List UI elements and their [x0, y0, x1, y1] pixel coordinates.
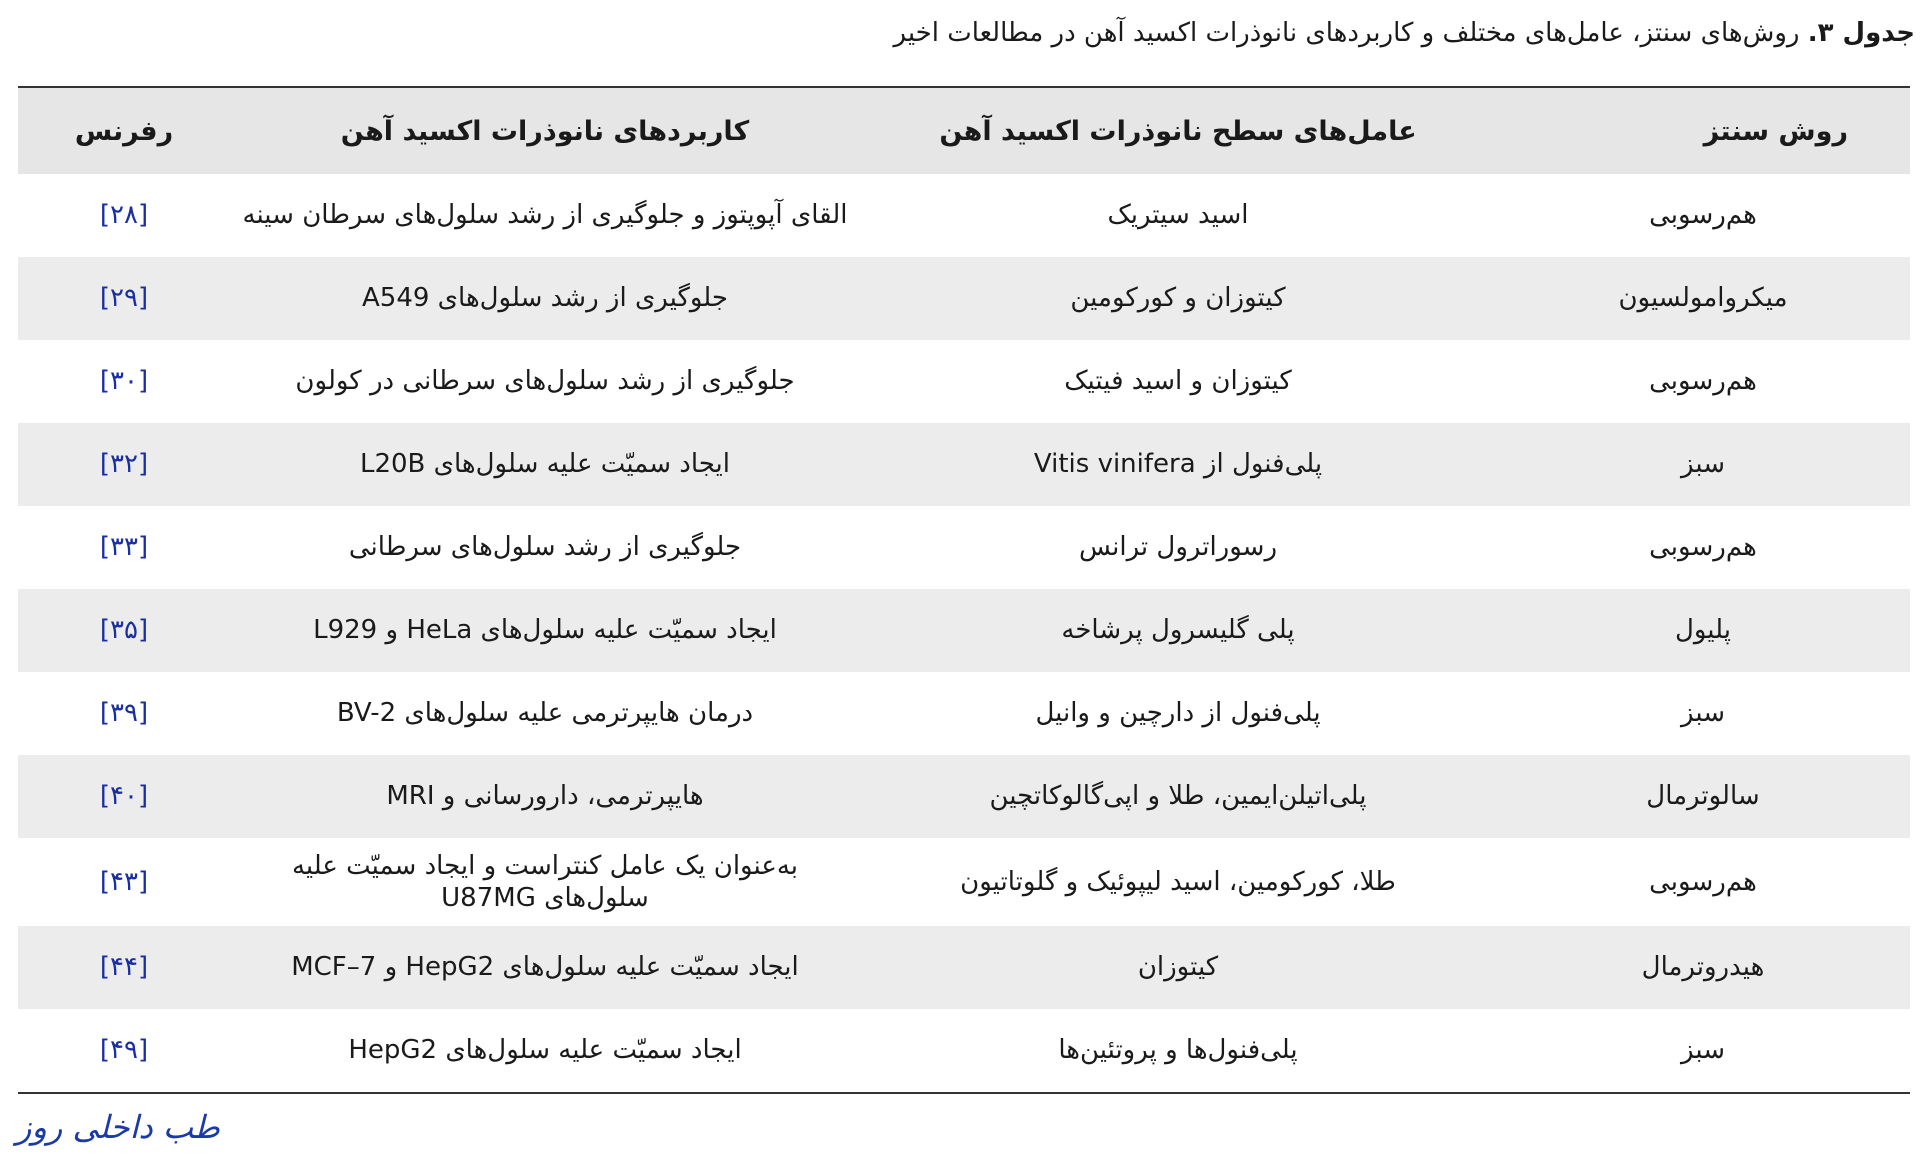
cell-agents: اسید سیتریک [1107, 200, 1249, 231]
cell-method: هیدروترمال [1496, 926, 1910, 1009]
table-row [18, 340, 1910, 423]
cell-application: ایجاد سمیّت علیه سلول‌های HeLa و L929 [230, 589, 860, 672]
cell-method: میکروامولسیون [1496, 257, 1910, 340]
table-row [18, 926, 1910, 1009]
cell-reference-link[interactable] [18, 755, 230, 838]
reference-text[interactable]: [۳۲] [99, 449, 149, 480]
cell-method: پلیول [1496, 589, 1910, 672]
table-caption [893, 18, 1915, 48]
cell-agents: رسوراترول ترانس [1078, 532, 1278, 563]
cell-reference-link[interactable] [18, 589, 230, 672]
synthesis-table [18, 86, 1910, 1094]
cell-application: هایپرترمی، دارورسانی و MRI [230, 755, 860, 838]
cell-reference-link[interactable] [18, 1009, 230, 1093]
table-row [18, 257, 1910, 340]
cell-application: درمان هایپرترمی علیه سلول‌های BV-2 [336, 698, 754, 729]
cell-agents: طلا، کورکومین، اسید لیپوئیک و گلوتاتیون [960, 866, 1396, 897]
table-row [18, 755, 1910, 838]
reference-text[interactable]: [۲۸] [99, 200, 149, 231]
cell-reference-link[interactable] [18, 174, 230, 257]
header-row [18, 87, 1910, 174]
reference-text[interactable]: [۳۰] [99, 366, 149, 397]
cell-application: جلوگیری از رشد سلول‌های A549 [230, 257, 860, 340]
table-row [18, 174, 1910, 257]
caption-text: روش‌های سنتز، عامل‌های مختلف و کاربردهای نانوذرات اکسید آهن در مطالعات اخیر [893, 18, 1800, 48]
cell-application: جلوگیری از رشد سلول‌های سرطانی در کولون [295, 366, 795, 397]
reference-text[interactable]: [۴۴] [99, 952, 149, 983]
table-row [18, 838, 1910, 926]
cell-reference-link[interactable] [18, 423, 230, 506]
cell-method: سالوترمال [1496, 755, 1910, 838]
cell-method: سبز [1681, 1035, 1725, 1066]
cell-application: ایجاد سمیّت علیه سلول‌های HepG2 [348, 1035, 742, 1066]
cell-reference-link[interactable] [18, 506, 230, 589]
cell-reference-link[interactable] [18, 926, 230, 1009]
cell-application: القای آپوپتوز و جلوگیری از رشد سلول‌های سرطان سینه [242, 200, 848, 231]
reference-text[interactable]: [۲۹] [99, 283, 149, 314]
cell-method: هم‌رسوبی [1649, 366, 1757, 397]
reference-text[interactable]: [۴۳] [99, 866, 149, 897]
table-row [18, 589, 1910, 672]
cell-method: هم‌رسوبی [1649, 866, 1757, 897]
reference-text[interactable]: [۴۹] [99, 1035, 149, 1066]
table-row [18, 672, 1910, 755]
header-method: روش سنتز [1496, 87, 1910, 174]
cell-agents: کیتوزان و کورکومین [860, 257, 1496, 340]
cell-application: ایجاد سمیّت علیه سلول‌های L20B [230, 423, 860, 506]
cell-method: سبز [1496, 423, 1910, 506]
cell-application: جلوگیری از رشد سلول‌های سرطانی [348, 532, 742, 563]
table-row [18, 506, 1910, 589]
cell-agents: پلی‌فنول‌ها و پروتئین‌ها [1058, 1035, 1298, 1066]
cell-agents: پلی گلیسرول پرشاخه [860, 589, 1496, 672]
cell-method: هم‌رسوبی [1649, 532, 1757, 563]
cell-reference-link[interactable] [18, 257, 230, 340]
reference-text[interactable]: [۳۹] [99, 698, 149, 729]
reference-text[interactable]: [۳۳] [99, 532, 149, 563]
header-agents: عامل‌های سطح نانوذرات اکسید آهن [860, 87, 1496, 174]
caption-label: جدول ۳. [1807, 18, 1915, 48]
cell-method: سبز [1681, 698, 1725, 729]
cell-application: به‌عنوان یک عامل کنتراست و ایجاد سمیّت علیه سلول‌های U87MG [291, 850, 799, 913]
reference-text[interactable]: [۳۵] [99, 615, 149, 646]
table-container [18, 86, 1910, 1094]
cell-agents: کیتوزان و اسید فیتیک [1064, 366, 1292, 397]
table-row [18, 423, 1910, 506]
journal-logo: طب داخلی روز [16, 1108, 220, 1146]
header-reference: رفرنس [18, 87, 230, 174]
cell-reference-link[interactable] [18, 340, 230, 423]
cell-reference-link[interactable] [18, 672, 230, 755]
header-applications: کاربردهای نانوذرات اکسید آهن [230, 87, 860, 174]
reference-text[interactable]: [۴۰] [99, 781, 149, 812]
cell-method: هم‌رسوبی [1649, 200, 1757, 231]
cell-agents: پلی‌اتیلن‌ایمین، طلا و اپی‌گالوکاتچین [860, 755, 1496, 838]
table-row [18, 1009, 1910, 1093]
cell-agents: کیتوزان [860, 926, 1496, 1009]
cell-application: ایجاد سمیّت علیه سلول‌های HepG2 و MCF–7 [230, 926, 860, 1009]
cell-agents: پلی‌فنول از Vitis vinifera [860, 423, 1496, 506]
cell-agents: پلی‌فنول از دارچین و وانیل [1035, 698, 1321, 729]
cell-reference-link[interactable] [18, 838, 230, 926]
